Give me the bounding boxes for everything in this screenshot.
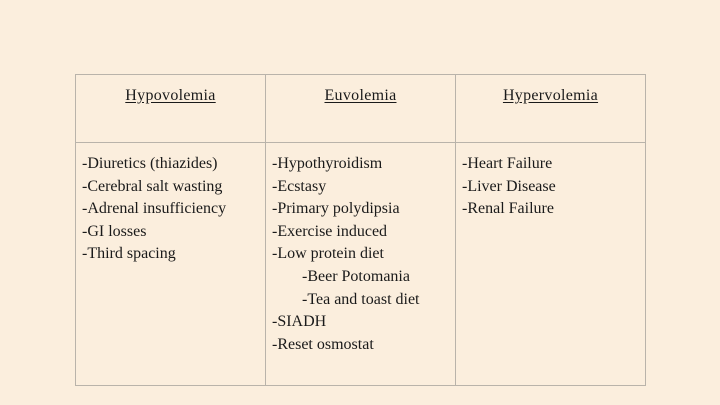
header-hypervolemia <box>456 75 646 143</box>
header-hypovolemia-label: Hypovolemia <box>125 87 216 104</box>
list-item: -Primary polydipsia <box>272 200 400 218</box>
list-item: -Ecstasy <box>272 177 327 195</box>
list-item: -Liver Disease <box>462 177 556 195</box>
volemia-table <box>75 74 646 386</box>
list-item: -Heart Failure <box>462 155 553 172</box>
list-item: -SIADH <box>272 313 327 331</box>
list-item: -GI losses <box>82 222 147 240</box>
list-item: -Reset osmostat <box>272 335 374 353</box>
header-euvolemia-label: Euvolemia <box>324 87 397 104</box>
header-row <box>76 75 646 143</box>
cell-hypovolemia <box>76 143 266 386</box>
list-item: -Exercise induced <box>272 222 388 240</box>
header-hypovolemia <box>76 75 266 143</box>
header-euvolemia <box>266 75 456 143</box>
list-item: -Renal Failure <box>462 200 554 218</box>
list-item: -Diuretics (thiazides) <box>82 155 218 172</box>
list-item: -Third spacing <box>82 245 176 263</box>
list-item: -Hypothyroidism <box>272 155 383 172</box>
list-item: -Low protein diet <box>272 245 384 263</box>
list-item: -Tea and toast diet <box>302 290 420 308</box>
list-item: -Cerebral salt wasting <box>82 177 223 195</box>
cell-hypervolemia <box>456 143 646 386</box>
body-row <box>76 143 646 386</box>
list-item: -Beer Potomania <box>302 267 410 285</box>
cell-euvolemia <box>266 143 456 386</box>
header-hypervolemia-label: Hypervolemia <box>502 87 599 104</box>
list-item: -Adrenal insufficiency <box>82 200 227 218</box>
